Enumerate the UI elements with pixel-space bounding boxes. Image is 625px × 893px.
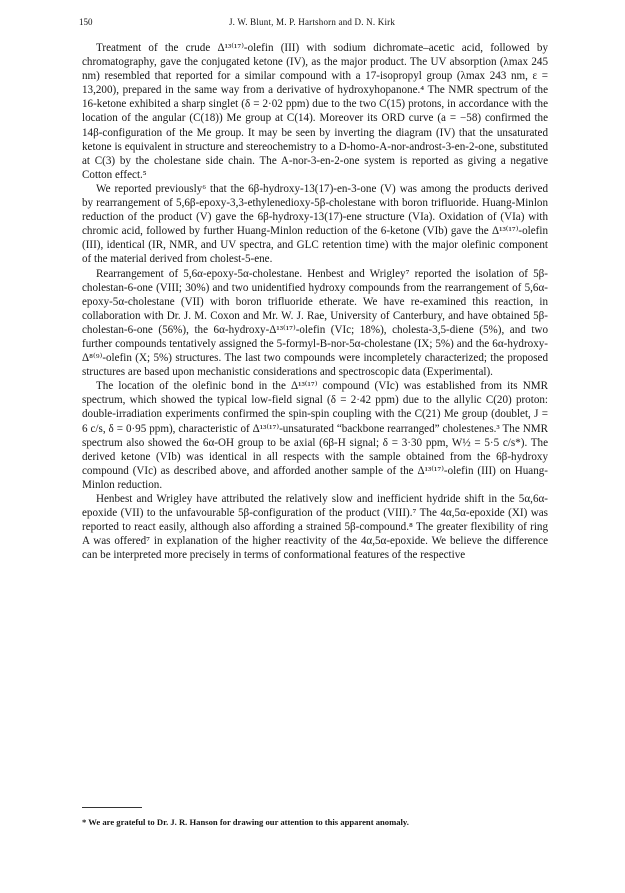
paragraph-epoxide-rearrangement: Rearrangement of 5,6α-epoxy-5α-cholestane. Henbest and Wrigley⁷ reported the isolation of 5β-cholestan-6-one (VIII; 30%) and two unidentified hydroxy compounds from the rearrangement of 5,6α-epoxy-5α-cholestane (VII) with boron trifluoride etherate. We have re-examined this reaction, in collaboration with Dr. J. M. Coxon and Mr. W. J. Rae, University of Canterbury, and have obtained 5β-cholestan-6-one (56%), the 6α-hydroxy-Δ¹³⁽¹⁷⁾-olefin (VIc; 18%), cholesta-3,5-diene (5%), and two further compounds tentatively assigned the 5-formyl-B-nor-5α-cholestane (IX; 5%) and the 6α-hydroxy-Δ⁸⁽⁹⁾-olefin (X; 5%) structures. The last two compounds were incompletely characterized; the proposed structures are based upon mechanistic considerations and spectroscopic data (Experimental).: [82, 267, 548, 379]
paragraph-hydride-shift: Henbest and Wrigley have attributed the relatively slow and inefficient hydride shift in the 5α,6α-epoxide (VII) to the unfavourable 5β-configuration of the product (VIII).⁷ The 4α,5α-epoxide (XI) was reported to react easily, although also affording a strained 5β-compound.⁸ The greater flexibility of ring A was offered⁷ in explanation of the higher reactivity of the 4α,5α-epoxide. We believe the difference can be interpreted more precisely in terms of conformational features of the respective: [82, 493, 548, 562]
paragraph-olefin-treatment: Treatment of the crude Δ¹³⁽¹⁷⁾-olefin (III) with sodium dichromate–acetic acid, followed by chromatography, gave the conjugated ketone (IV), as the major product. The UV absorption (λmax 245 nm) resembled that reported for a similar compound with a 17-isopropyl group (λmax 243 nm, ε = 13,200), prepared in the same way from a derivative of hydroxyhopanone.⁴ The NMR spectrum of the 16-ketone exhibited a sharp singlet (δ = 2·02 ppm) due to the two C(15) protons, in accordance with the location of the angular (C(18)) Me group at C(14). Moreover its ORD curve (a = −58) confirmed the 14β-configuration of the Me group. It may be seen by inverting the diagram (IV) that the unsaturated ketone is equivalent in structure and stereochemistry to a D-homo-A-nor-androst-3-en-2-one, substituted at C(3) by the cholestane side chain. The A-nor-3-en-2-one system is reported as giving a negative Cotton effect.⁵: [82, 42, 548, 181]
running-head-authors: J. W. Blunt, M. P. Hartshorn and D. N. Kirk: [228, 17, 396, 27]
paragraph-previous-report: We reported previously⁶ that the 6β-hydroxy-13(17)-en-3-one (V) was among the products derived by rearrangement of 5,6β-epoxy-3,3-ethylenedioxy-5β-cholestane with boron trifluoride. Huang-Minlon reduction of the product (V) gave the 6β-hydroxy-13(17)-ene structure (VIa). Oxidation of (VIa) with chromic acid, followed by further Huang-Minlon reduction of the 6-ketone (VIb) gave the Δ¹³⁽¹⁷⁾-olefin (III), identical (IR, NMR, and UV spectra, and GLC retention time) with the major olefinic component of the material derived from cholest-5-ene.: [82, 182, 548, 266]
footnote: * We are grateful to Dr. J. R. Hanson for drawing our attention to this apparent anomaly.: [82, 817, 409, 827]
page-number: 150: [79, 17, 93, 27]
article-body: [82, 41, 548, 562]
paragraph-nmr-location: The location of the olefinic bond in the Δ¹³⁽¹⁷⁾ compound (VIc) was established from its NMR spectrum, which showed the typical low-field signal (δ = 2·42 ppm) due to the allylic C(20) proton: double-irradiation experiments confirmed the spin-spin coupling with the C(21) Me group (doublet, J = 6 c/s, δ = 0·95 ppm), characteristic of Δ¹³⁽¹⁷⁾-unsaturated “backbone rearranged” cholestenes.³ The NMR spectrum also showed the 6α-OH group to be axial (6β-H signal; δ = 3·30 ppm, W½ = 5·5 c/s*). The derived ketone (VIb) was identical in all respects with the sample obtained from the 6β-hydroxy compound (VIc) as described above, and afforded another sample of the Δ¹³⁽¹⁷⁾-olefin (III) on Huang-Minlon reduction.: [82, 380, 548, 491]
footnote-divider: [82, 807, 142, 808]
